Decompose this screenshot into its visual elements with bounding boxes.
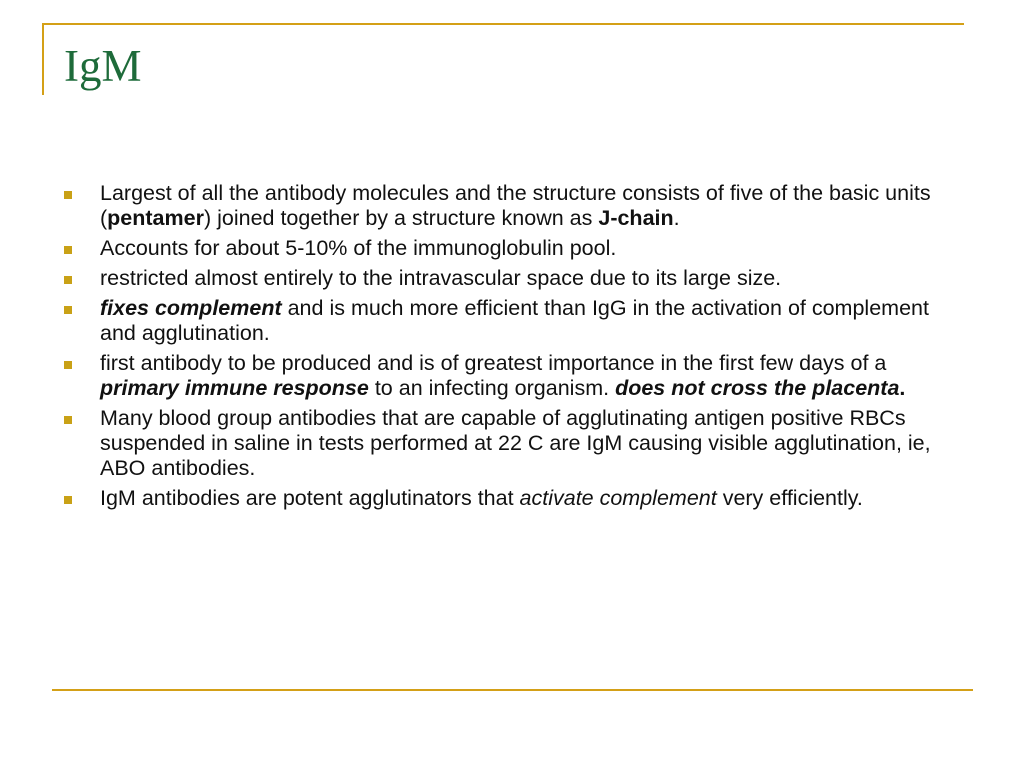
primary-immune-response-term: primary immune response [100, 376, 369, 400]
bullet-item-primary-response [61, 351, 966, 401]
bullet-text: Accounts for about 5-10% of the immunoglobulin pool. [100, 236, 617, 260]
bullet-text: and is much more efficient than IgG in the activation of complement and agglutination. [100, 296, 929, 345]
placenta-term: does not cross the placenta [615, 376, 900, 400]
slide-title: IgM [64, 41, 142, 91]
bullet-item-pool-share [61, 236, 966, 261]
bullet-text: IgM antibodies are potent agglutinators that [100, 486, 520, 510]
bullet-text: restricted almost entirely to the intravascular space due to its large size. [100, 266, 782, 290]
square-bullet-icon [64, 416, 72, 424]
bullet-text: ) joined together by a structure known as [203, 206, 599, 230]
square-bullet-icon [64, 496, 72, 504]
bullet-item-intravascular [61, 266, 966, 291]
bullet-text: very efficiently. [716, 486, 863, 510]
fixes-complement-term: fixes complement [100, 296, 282, 320]
bullet-text: . [899, 376, 906, 400]
bullet-item-structure [61, 181, 966, 231]
square-bullet-icon [64, 361, 72, 369]
pentamer-term: pentamer [107, 206, 204, 230]
j-chain-term: J-chain [598, 206, 674, 230]
bullet-item-complement [61, 296, 966, 346]
bullet-text: Many blood group antibodies that are capable of agglutinating antigen positive RBCs suspended in saline in tests performed at 22 C are IgM causing visible agglutination, ie, ABO antibodies. [100, 406, 931, 480]
bullet-text: . [673, 206, 680, 230]
bullet-text: to an infecting organism. [368, 376, 616, 400]
left-border-line [42, 23, 44, 95]
square-bullet-icon [64, 306, 72, 314]
square-bullet-icon [64, 191, 72, 199]
square-bullet-icon [64, 246, 72, 254]
bullet-text: Largest of all the antibody molecules and the structure consists of five of the basic units ( [100, 181, 931, 230]
bullet-text: first antibody to be produced and is of greatest importance in the first few days of a [100, 351, 887, 375]
bullet-list [61, 181, 966, 516]
square-bullet-icon [64, 276, 72, 284]
bullet-item-blood-group [61, 406, 966, 481]
top-border-line [42, 23, 964, 25]
activate-complement-term: activate complement [519, 486, 717, 510]
bullet-item-agglutinators [61, 486, 966, 511]
bottom-divider-line [52, 689, 973, 691]
